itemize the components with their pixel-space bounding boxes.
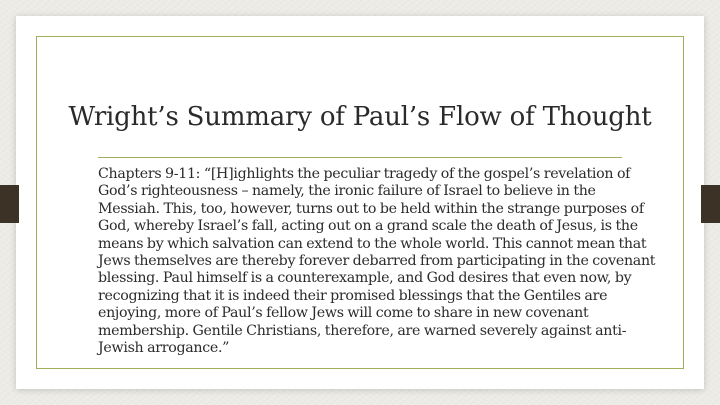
title-divider [98,157,622,158]
left-edge-tab [0,185,19,223]
slide-title: Wright’s Summary of Paul’s Flow of Thought [68,102,652,132]
slide-body-text: Chapters 9-11: “[H]ighlights the peculiar tragedy of the gospel’s revelation of God’s righteousness – namely, the ironic failure of Israel to believe in the Messiah. This, too, however, turns out to be held within the strange purposes of God, whereby Israel’s fall, acting out on a grand scale the death of Jesus, is the means by which salvation can extend to the whole world. This cannot mean that Jews themselves are thereby forever debarred from participating in the covenant blessing. Paul himself is a counterexample, and God desires that even now, by recognizing that it is indeed their promised blessings that the Gentiles are enjoying, more of Paul’s fellow Jews will come to share in new covenant membership. Gentile Christians, therefore, are warned severely against anti-Jewish arrogance.” [98,166,656,357]
slide-card [16,16,704,389]
right-edge-tab [701,185,720,223]
